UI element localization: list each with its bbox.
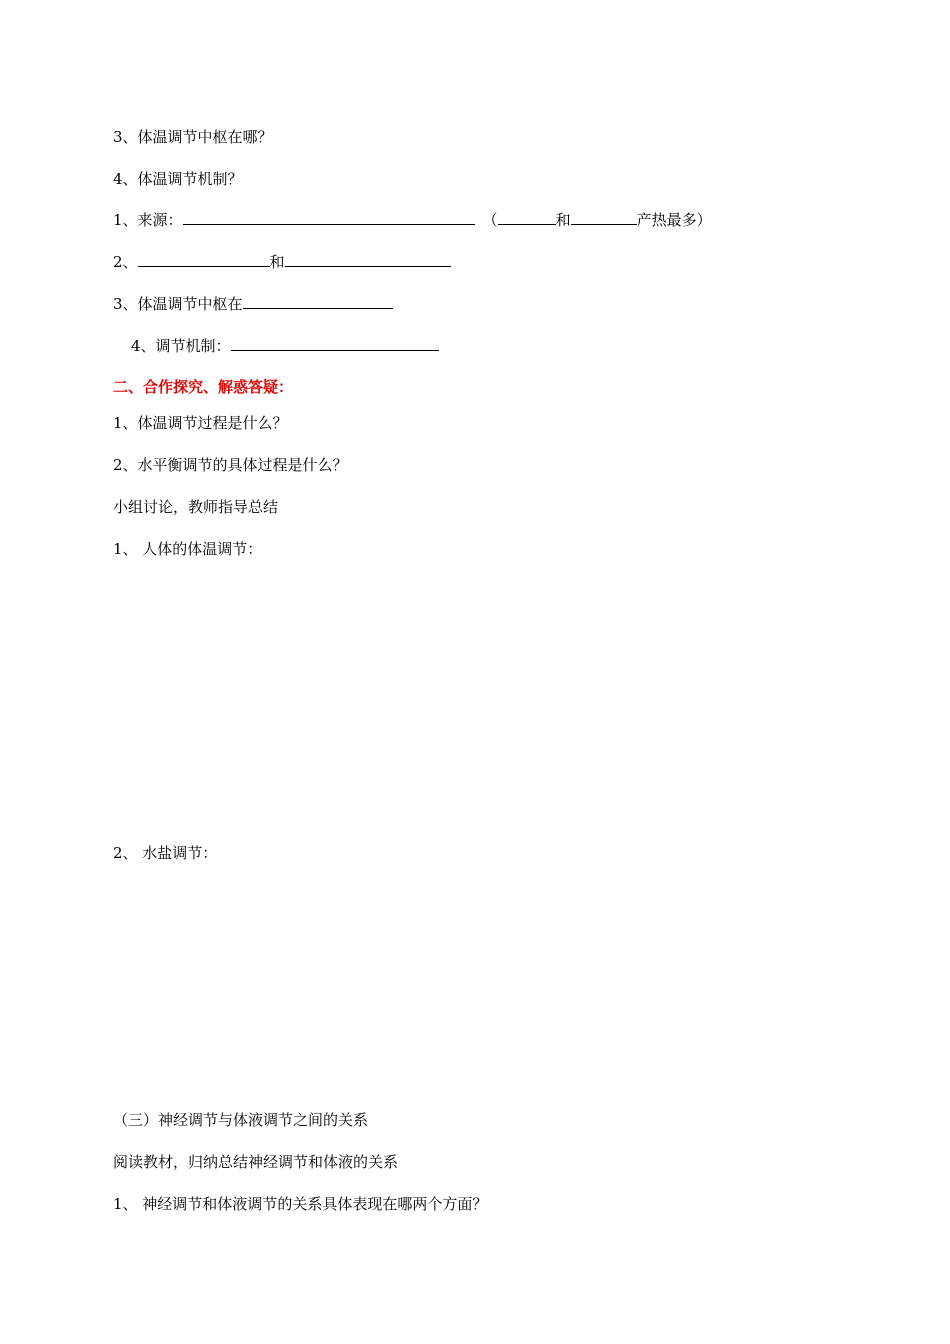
answer-1-blank-organ-b[interactable] [571, 210, 637, 225]
group-discussion-note: 小组讨论，教师指导总结 [113, 498, 279, 516]
answer-3-blank[interactable] [243, 294, 393, 309]
answer-2-blank-a[interactable] [138, 252, 270, 267]
answer-4-blank[interactable] [231, 336, 439, 351]
item-relation-question: 1、 神经调节和体液调节的关系具体表现在哪两个方面？ [113, 1195, 488, 1213]
answer-1-blank-organ-a[interactable] [498, 210, 556, 225]
answer-1-prefix: 1、来源： [113, 211, 183, 229]
answer-2-blank-b[interactable] [285, 252, 451, 267]
answer-1-suffix: 产热最多） [636, 211, 712, 229]
question-3: 3、体温调节中枢在哪？ [113, 128, 273, 146]
reading-instruction: 阅读教材，归纳总结神经调节和体液的关系 [113, 1153, 399, 1171]
answer-3-prefix: 3、体温调节中枢在 [113, 295, 243, 313]
answer-3 [113, 294, 393, 314]
question-4: 4、体温调节机制？ [113, 170, 243, 188]
answer-4-prefix: 4、调节机制： [131, 337, 231, 355]
answer-2-he: 和 [269, 253, 285, 271]
answer-1-blank-source[interactable] [183, 210, 475, 225]
item-body-temperature: 1、 人体的体温调节： [113, 540, 263, 558]
answer-2 [113, 252, 451, 272]
answer-1-open-paren: （ [482, 211, 498, 229]
section-2-question-2: 2、水平衡调节的具体过程是什么？ [113, 456, 348, 474]
item-water-salt: 2、 水盐调节： [113, 844, 218, 862]
section-3-heading: （三）神经调节与体液调节之间的关系 [113, 1111, 369, 1129]
answer-2-prefix: 2、 [113, 253, 138, 271]
section-2-heading: 二、合作探究、解惑答疑： [113, 378, 294, 396]
answer-4 [131, 336, 439, 356]
answer-1-source [113, 210, 712, 230]
section-2-question-1: 1、体温调节过程是什么？ [113, 414, 288, 432]
answer-1-he: 和 [555, 211, 571, 229]
